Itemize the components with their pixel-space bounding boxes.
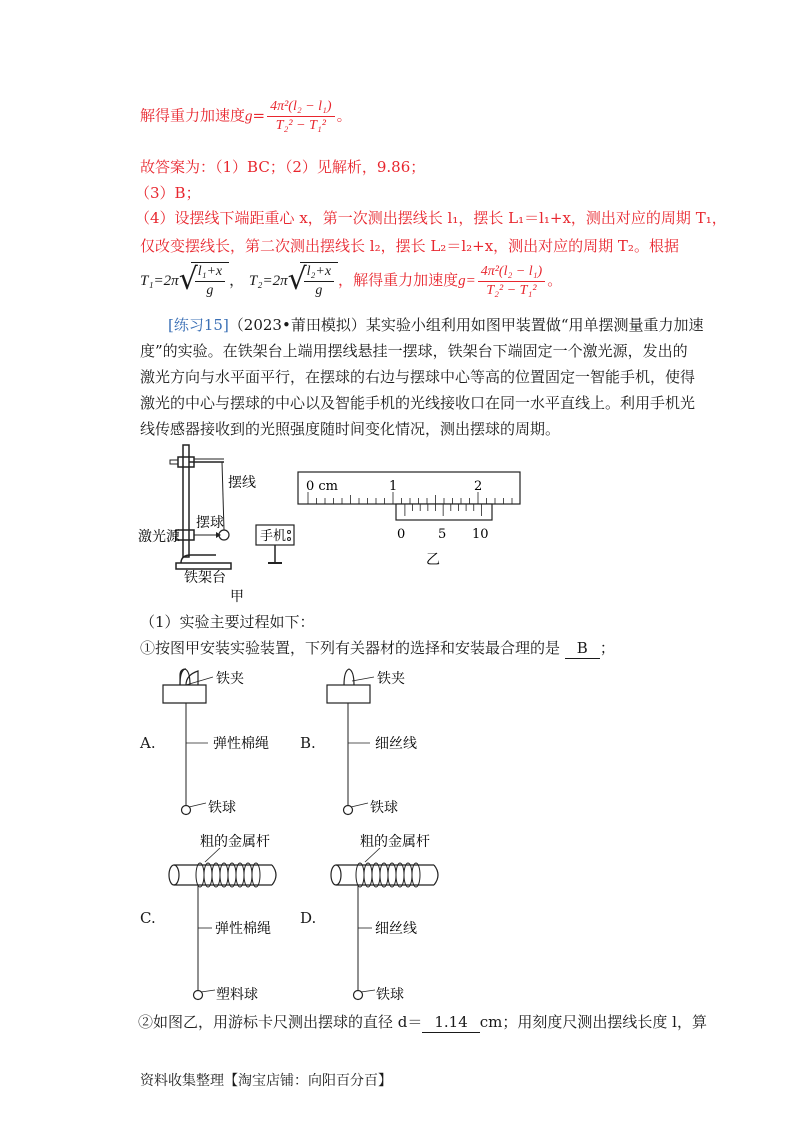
q2-text: ②如图乙，用游标卡尺测出摆球的直径 d＝ [138, 1013, 423, 1031]
coil-c [196, 863, 260, 887]
g2-symbol: g= [458, 273, 476, 289]
t1-denominator: g [206, 283, 214, 298]
coil-loop [212, 863, 220, 887]
period-formulas [140, 262, 562, 300]
exercise-header [168, 312, 728, 338]
q1-intro: （1）实验主要过程如下： [140, 613, 315, 631]
equals: = [252, 106, 266, 125]
solution-text-2: 解得重力加速度 [353, 271, 459, 289]
option-b-letter: B. [300, 734, 316, 752]
label-baiqiu: 摆球 [196, 515, 224, 531]
option-d-bot: 铁球 [376, 987, 404, 1003]
main-label-0: 0 cm [306, 479, 339, 494]
option-b-bot: 铁球 [370, 800, 398, 816]
exercise-text-line4: 激光的中心与摆球的中心以及智能手机的光线接收口在同一水平直线上。利用手机光 [140, 394, 696, 412]
exercise-tag: [练习15] [168, 316, 229, 334]
t2-numerator: l₂+x [304, 263, 334, 282]
option-b-figure [322, 665, 462, 825]
fraction-numerator-2: 4π²(l₂ − l₁) [478, 263, 546, 282]
option-d-mid: 细丝线 [375, 921, 417, 937]
q2-line [138, 1012, 707, 1033]
q1-step1-text: ①按图甲安装实验装置，下列有关器材的选择和安装最合理的是 [140, 639, 561, 657]
main-label-1: 1 [389, 479, 398, 494]
t1-lhs: T₁=2π [140, 273, 179, 289]
coil-loop [404, 863, 412, 887]
coil-loop [204, 863, 212, 887]
label-laser: 激光源 [138, 529, 180, 545]
footer-text: 资料收集整理【淘宝店铺：向阳百分百】 [140, 1073, 392, 1089]
main-label-2: 2 [474, 479, 483, 494]
option-b-mid: 细丝线 [375, 736, 417, 752]
q1-step1 [140, 638, 615, 659]
q1-answer: B [565, 638, 600, 659]
coil-loop [380, 863, 388, 887]
option-a-bot: 铁球 [208, 800, 236, 816]
option-a-letter: A. [140, 734, 156, 752]
end-mark: 。 [336, 106, 352, 125]
g-formula-fraction [267, 98, 335, 135]
exercise-text-line1: 某实验小组利用如图甲装置做“用单摆测量重力加速 [365, 316, 704, 334]
option-d-letter: D. [300, 909, 317, 927]
coil-loop [372, 863, 380, 887]
coil-loop [252, 863, 260, 887]
solution-text: 解得重力加速度 [140, 106, 246, 125]
t2-lhs: T₂=2π [248, 273, 288, 289]
g-formula-fraction-2 [478, 263, 546, 300]
t2-denominator: g [315, 283, 323, 298]
option-c-top: 粗的金属杆 [200, 834, 270, 850]
answer-part3: （3）B； [135, 184, 201, 202]
t1-sqrt: √ $\frac{\text{l₁+x}}{g}$ [179, 262, 229, 300]
fraction-denominator-2: T₂² − T₁² [486, 282, 537, 298]
caption-yi: 乙 [426, 552, 440, 568]
answer-part4-line1: （4）设摆线下端距重心 x，第一次测出摆线长 l₁，摆长 L₁＝l₁+x，测出对应的周期 T₁， [135, 209, 727, 227]
option-d-figure [322, 828, 482, 1008]
figure-jia [136, 435, 316, 605]
coil-loop [244, 863, 252, 887]
coil-loop [388, 863, 396, 887]
q2-answer: 1.14 [422, 1012, 479, 1033]
coil-loop [236, 863, 244, 887]
vernier-label-10: 10 [472, 527, 489, 542]
vernier-label-5: 5 [438, 527, 447, 542]
exercise-text-line5: 线传感器接收到的光照强度随时间变化情况，测出摆球的周期。 [140, 420, 561, 438]
exercise-text-line2: 度”的实验。在铁架台上端用摆线悬挂一摆球，铁架台下端固定一个激光源，发出的 [140, 342, 688, 360]
coil-loop [196, 863, 204, 887]
t2-sqrt: √ $\frac{\text{l₂+x}}{g}$ [288, 262, 338, 300]
option-c-letter: C. [140, 909, 156, 927]
coil-loop [364, 863, 372, 887]
exercise-text-line3: 激光方向与水平面平行，在摆球的右边与摆球中心等高的位置固定一智能手机，使得 [140, 368, 696, 386]
option-a-mid: 弹性棉绳 [213, 736, 269, 752]
caption-jia: 甲 [230, 589, 244, 605]
t1-numerator: l₁+x [195, 263, 225, 282]
option-c-figure [160, 828, 320, 1008]
option-a-top: 铁夹 [216, 671, 244, 687]
vernier-label-0: 0 [397, 527, 406, 542]
separator2: ， [338, 271, 354, 289]
option-d-top: 粗的金属杆 [360, 834, 430, 850]
label-phone: 手机 [260, 529, 287, 544]
coil-loop [220, 863, 228, 887]
answer-summary: 故答案为：（1）BC；（2）见解析，9.86； [140, 158, 426, 176]
q2-suffix: cm；用刻度尺测出摆线长度 l，算 [479, 1013, 707, 1031]
option-c-mid: 弹性棉绳 [215, 921, 271, 937]
option-b-top: 铁夹 [377, 671, 405, 687]
exercise-body [140, 338, 700, 442]
answer-part4-line2: 仅改变摆线长，第二次测出摆线长 l₂，摆长 L₂＝l₂+x，测出对应的周期 T₂。根据 [140, 237, 679, 255]
label-baixian: 摆线 [228, 475, 256, 491]
g-symbol: g [245, 108, 253, 125]
end-mark-2: 。 [547, 271, 563, 289]
coil-loop [396, 863, 404, 887]
option-c-bot: 塑料球 [216, 987, 258, 1003]
coil-loop [356, 863, 364, 887]
option-a-figure [158, 665, 298, 825]
solution-line1 [140, 98, 352, 135]
coil-loop [412, 863, 420, 887]
label-stand: 铁架台 [184, 570, 226, 586]
q1-suffix: ； [599, 639, 615, 657]
coil-d [356, 863, 420, 887]
separator: ， [229, 271, 245, 289]
fraction-numerator: 4π²(l₂ − l₁) [267, 98, 335, 117]
fraction-denominator: T₂² − T₁² [275, 118, 326, 133]
coil-loop [228, 863, 236, 887]
figure-yi [296, 470, 526, 570]
exercise-source: （2023•莆田模拟） [228, 316, 366, 334]
